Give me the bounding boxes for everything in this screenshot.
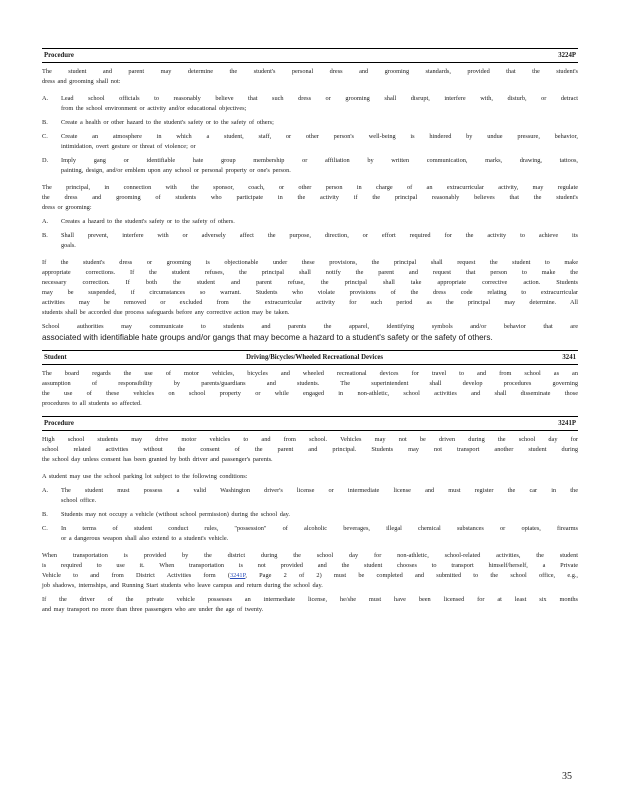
paragraph-line: High school students may drive motor vehicles to and from school. Vehicles may not be driven during the school day for [42,436,578,443]
header-code: 3241P [558,420,576,427]
paragraph-line: the use of these vehicles on school property or while engaged in non-athletic, school activities and shall disseminate those [42,390,578,397]
intro-line: dress and grooming shall not: [42,78,121,85]
list-item: A. Creates a hazard to the student's safety or to the safety of others. [42,218,235,225]
list-item: B. Shall prevent, interfere with or adversely affect the purpose, direction, or effort required for the activity to achieve its goals. [42,232,578,249]
paragraph-line: is required to use it. When transportation is not provided and the student chooses to transport himself/herself, a Private [42,562,578,569]
paragraph-line: The board regards the use of motor vehicles, bicycles and wheeled recreational devices for travel to and from school as an [42,370,578,377]
header-code: 3241 [562,354,576,361]
paragraph-line: procedures to all students so affected. [42,400,142,407]
intro-line: The student and parent may determine the student's personal dress and grooming standards, provided that the student's [42,68,578,75]
paragraph-line: school related activities without the consent of the parent and principal. Students may not transport another student during [42,446,578,453]
header-label: Procedure [44,420,74,427]
header-title: Driving/Bicycles/Wheeled Recreational Devices [246,354,383,361]
paragraph-line: The principal, in connection with the sponsor, coach, or other person in charge of an extracurricular activity, may regulate [42,184,578,191]
paragraph-line: the school day unless consent has been granted by both driver and passenger's parents. [42,456,273,463]
paragraph-line: Vehicle to and from District Activities form (3241P, Page 2 of 2) must be completed and submitted to the school office, e.g., [42,572,578,579]
form-3241p-link[interactable]: 3241P [229,572,246,579]
list-item: B. Create a health or other hazard to the student's safety or to the safety of others; [42,119,274,126]
list-item: A. The student must possess a valid Washington driver's license or intermediate license and must register the car in the school office. [42,487,578,504]
paragraph-line: A student may use the school parking lot subject to the following conditions: [42,473,248,480]
procedure-header-3224p [42,48,578,63]
header-label: Student [44,354,67,361]
paragraph-line: may be suspended, if circumstances so warrant. Students who violate provisions of the dress code relating to extracurricular [42,289,578,296]
list-item: D. Imply gang or identifiable hate group membership or affiliation by written communication, marks, drawing, tattoos, painting, design, and/or emblem upon any school or personal property or one's person. [42,157,578,174]
list-item: B. Students may not occupy a vehicle (without school permission) during the school day. [42,511,290,518]
paragraph-line: job shadows, internships, and Running Start students who leave campus and return during the school day. [42,582,323,589]
list-item: A. Lead school officials to reasonably believe that such dress or grooming shall disrupt, interfere with, disturb, or detract from the school environment or activity and/or educational objectives; [42,95,578,112]
document-page [42,48,578,615]
list-item: C. Create an atmosphere in which a student, staff, or other person's well-being is hindered by undue pressure, behavior, intimidation, overt gesture or threat of violence; or [42,133,578,150]
paragraph-line: When transportation is provided by the district during the school day for non-athletic, school-related activities, the student [42,552,578,559]
page-number: 35 [562,771,572,782]
paragraph-line-emphasis: associated with identifiable hate groups and/or gangs that may become a hazard to a student's safety or the safety of others. [42,333,493,342]
policy-header-3241 [42,350,578,365]
paragraph-line: and may transport no more than three passengers who are under the age of twenty. [42,606,264,613]
paragraph-line: If the driver of the private vehicle possesses an intermediate license, he/she must have been licensed for at least six months [42,596,578,603]
paragraph-line: School authorities may communicate to students and parents the apparel, identifying symbols and/or behavior that are [42,323,578,330]
paragraph-line: necessary correction. If both the student and parent refuse, the principal shall take appropriate corrective action. Students [42,279,578,286]
procedure-header-3241p [42,416,578,431]
paragraph-line: students shall be accorded due process safeguards before any corrective action may be taken. [42,309,290,316]
paragraph-line: appropriate corrections. If the student refuses, the principal shall notify the parent and request that person to make the [42,269,578,276]
header-code: 3224P [558,52,576,59]
paragraph-line: activities may be removed or excluded from the extracurricular activity for such period as the principal may determine. All [42,299,578,306]
paragraph-line: the dress and grooming of students who participate in the activity if the principal reasonably believes that the student's [42,194,578,201]
paragraph-line: If the student's dress or grooming is objectionable under these provisions, the principal shall request the student to make [42,259,578,266]
paragraph-line: dress or grooming: [42,204,92,211]
header-label: Procedure [44,52,74,59]
list-item: C. In terms of student conduct rules, "possession" of alcoholic beverages, illegal chemical substances or opiates, firearms or a dangerous weapon shall also extend to a student's vehicle. [42,525,578,542]
paragraph-line: assumption of responsibility by parents/guardians and students. The superintendent shall develop procedures governing [42,380,578,387]
